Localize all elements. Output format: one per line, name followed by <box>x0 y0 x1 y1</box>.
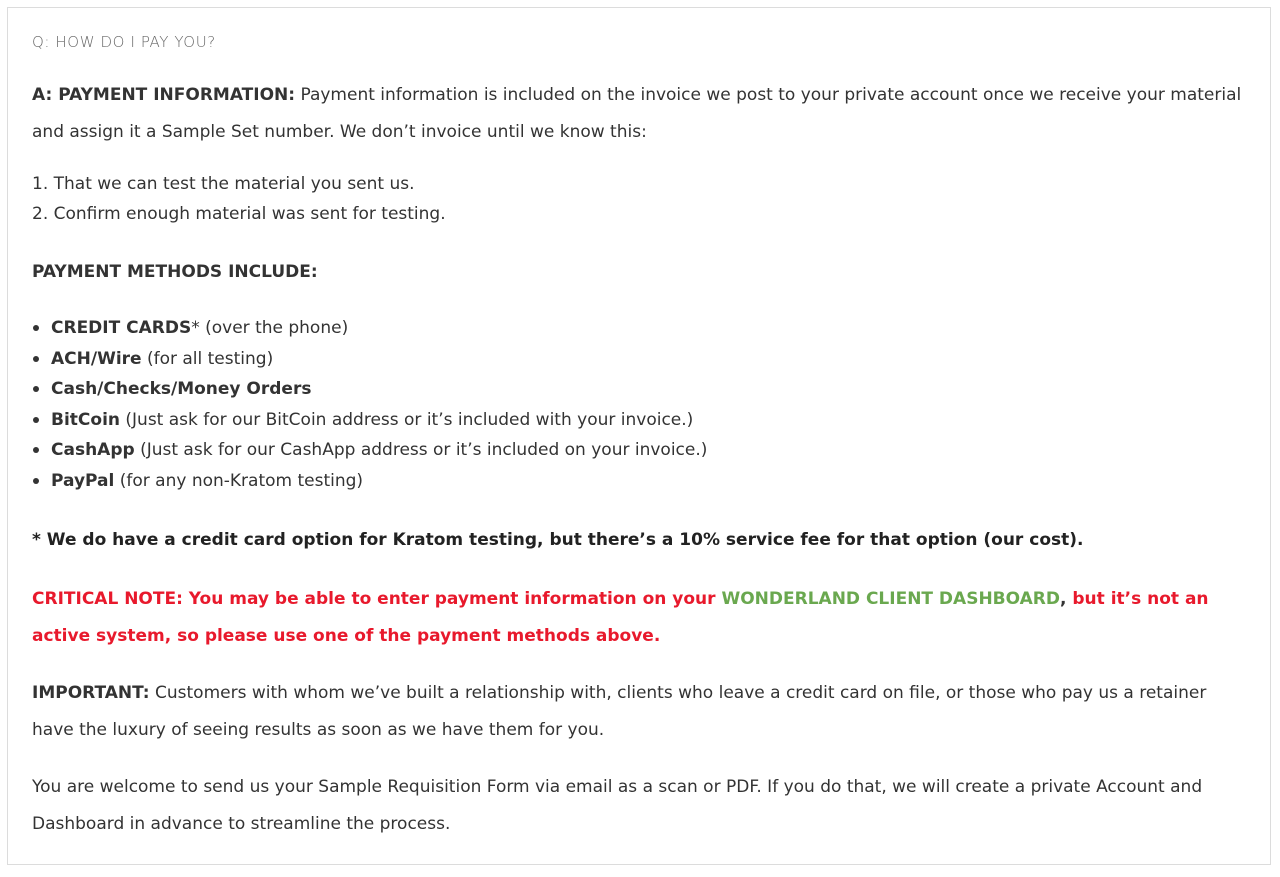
critical-note <box>32 581 1247 655</box>
important-paragraph <box>32 675 1247 749</box>
payment-methods-list <box>32 313 707 496</box>
critical-text-before: CRITICAL NOTE: You may be able to enter payment information on your <box>32 589 722 609</box>
method-name: CREDIT CARDS <box>51 318 192 338</box>
faq-box <box>7 7 1271 865</box>
method-detail: * (over the phone) <box>191 318 349 338</box>
faq-question: Q: HOW DO I PAY YOU? <box>32 33 216 51</box>
important-text: Customers with whom we’ve built a relationship with, clients who leave a credit card on file, or those who pay us a retainer have the luxury of seeing results as soon as we have them for you. <box>32 683 1207 740</box>
answer-text: Payment information is included on the invoice we post to your private account once we receive your material and assign it a Sample Set number. We don’t invoice until we know this: <box>32 85 1242 142</box>
important-label: IMPORTANT: <box>32 683 150 703</box>
bullet-icon <box>33 386 39 392</box>
method-name: ACH/Wire <box>51 348 142 369</box>
payment-method-ach-wire <box>32 344 707 375</box>
answer-paragraph <box>32 77 1247 151</box>
payment-method-cashapp <box>32 435 707 466</box>
welcome-paragraph: You are welcome to send us your Sample Requisition Form via email as a scan or PDF. If you do that, we will create a private Account and Dashboard in advance to streamline the process. <box>32 777 1203 834</box>
credit-card-note: * We do have a credit card option for Kratom testing, but there’s a 10% service fee for that option (our cost). <box>32 530 1084 550</box>
condition-list <box>32 169 446 229</box>
method-name: BitCoin <box>51 409 120 430</box>
method-name: PayPal <box>51 470 115 491</box>
critical-text-after: but it’s not an active system, so please use one of the payment methods above. <box>32 589 1209 646</box>
critical-comma: , <box>1059 589 1067 609</box>
condition-item: 1. That we can test the material you sent us. <box>32 174 415 194</box>
payment-method-bitcoin <box>32 405 707 436</box>
bullet-icon <box>33 478 39 484</box>
client-dashboard-link[interactable]: WONDERLAND CLIENT DASHBOARD <box>721 589 1060 609</box>
method-detail: (for any non-Kratom testing) <box>114 470 364 491</box>
payment-method-cash-checks <box>32 374 707 405</box>
method-name: CashApp <box>51 440 135 460</box>
payment-methods-heading: PAYMENT METHODS INCLUDE: <box>32 262 318 282</box>
method-detail: (for all testing) <box>141 348 274 369</box>
payment-method-credit-cards <box>32 313 707 344</box>
payment-method-paypal <box>32 466 707 497</box>
bullet-icon <box>33 417 39 423</box>
bullet-icon <box>33 356 39 362</box>
method-detail: (Just ask for our BitCoin address or it’s included with your invoice.) <box>120 409 694 430</box>
condition-item: 2. Confirm enough material was sent for testing. <box>32 204 446 224</box>
bullet-icon <box>33 447 39 453</box>
method-detail: (Just ask for our CashApp address or it’s included on your invoice.) <box>134 440 708 460</box>
method-name: Cash/Checks/Money Orders <box>51 379 312 399</box>
bullet-icon <box>33 325 39 331</box>
answer-label: A: PAYMENT INFORMATION: <box>32 85 296 105</box>
